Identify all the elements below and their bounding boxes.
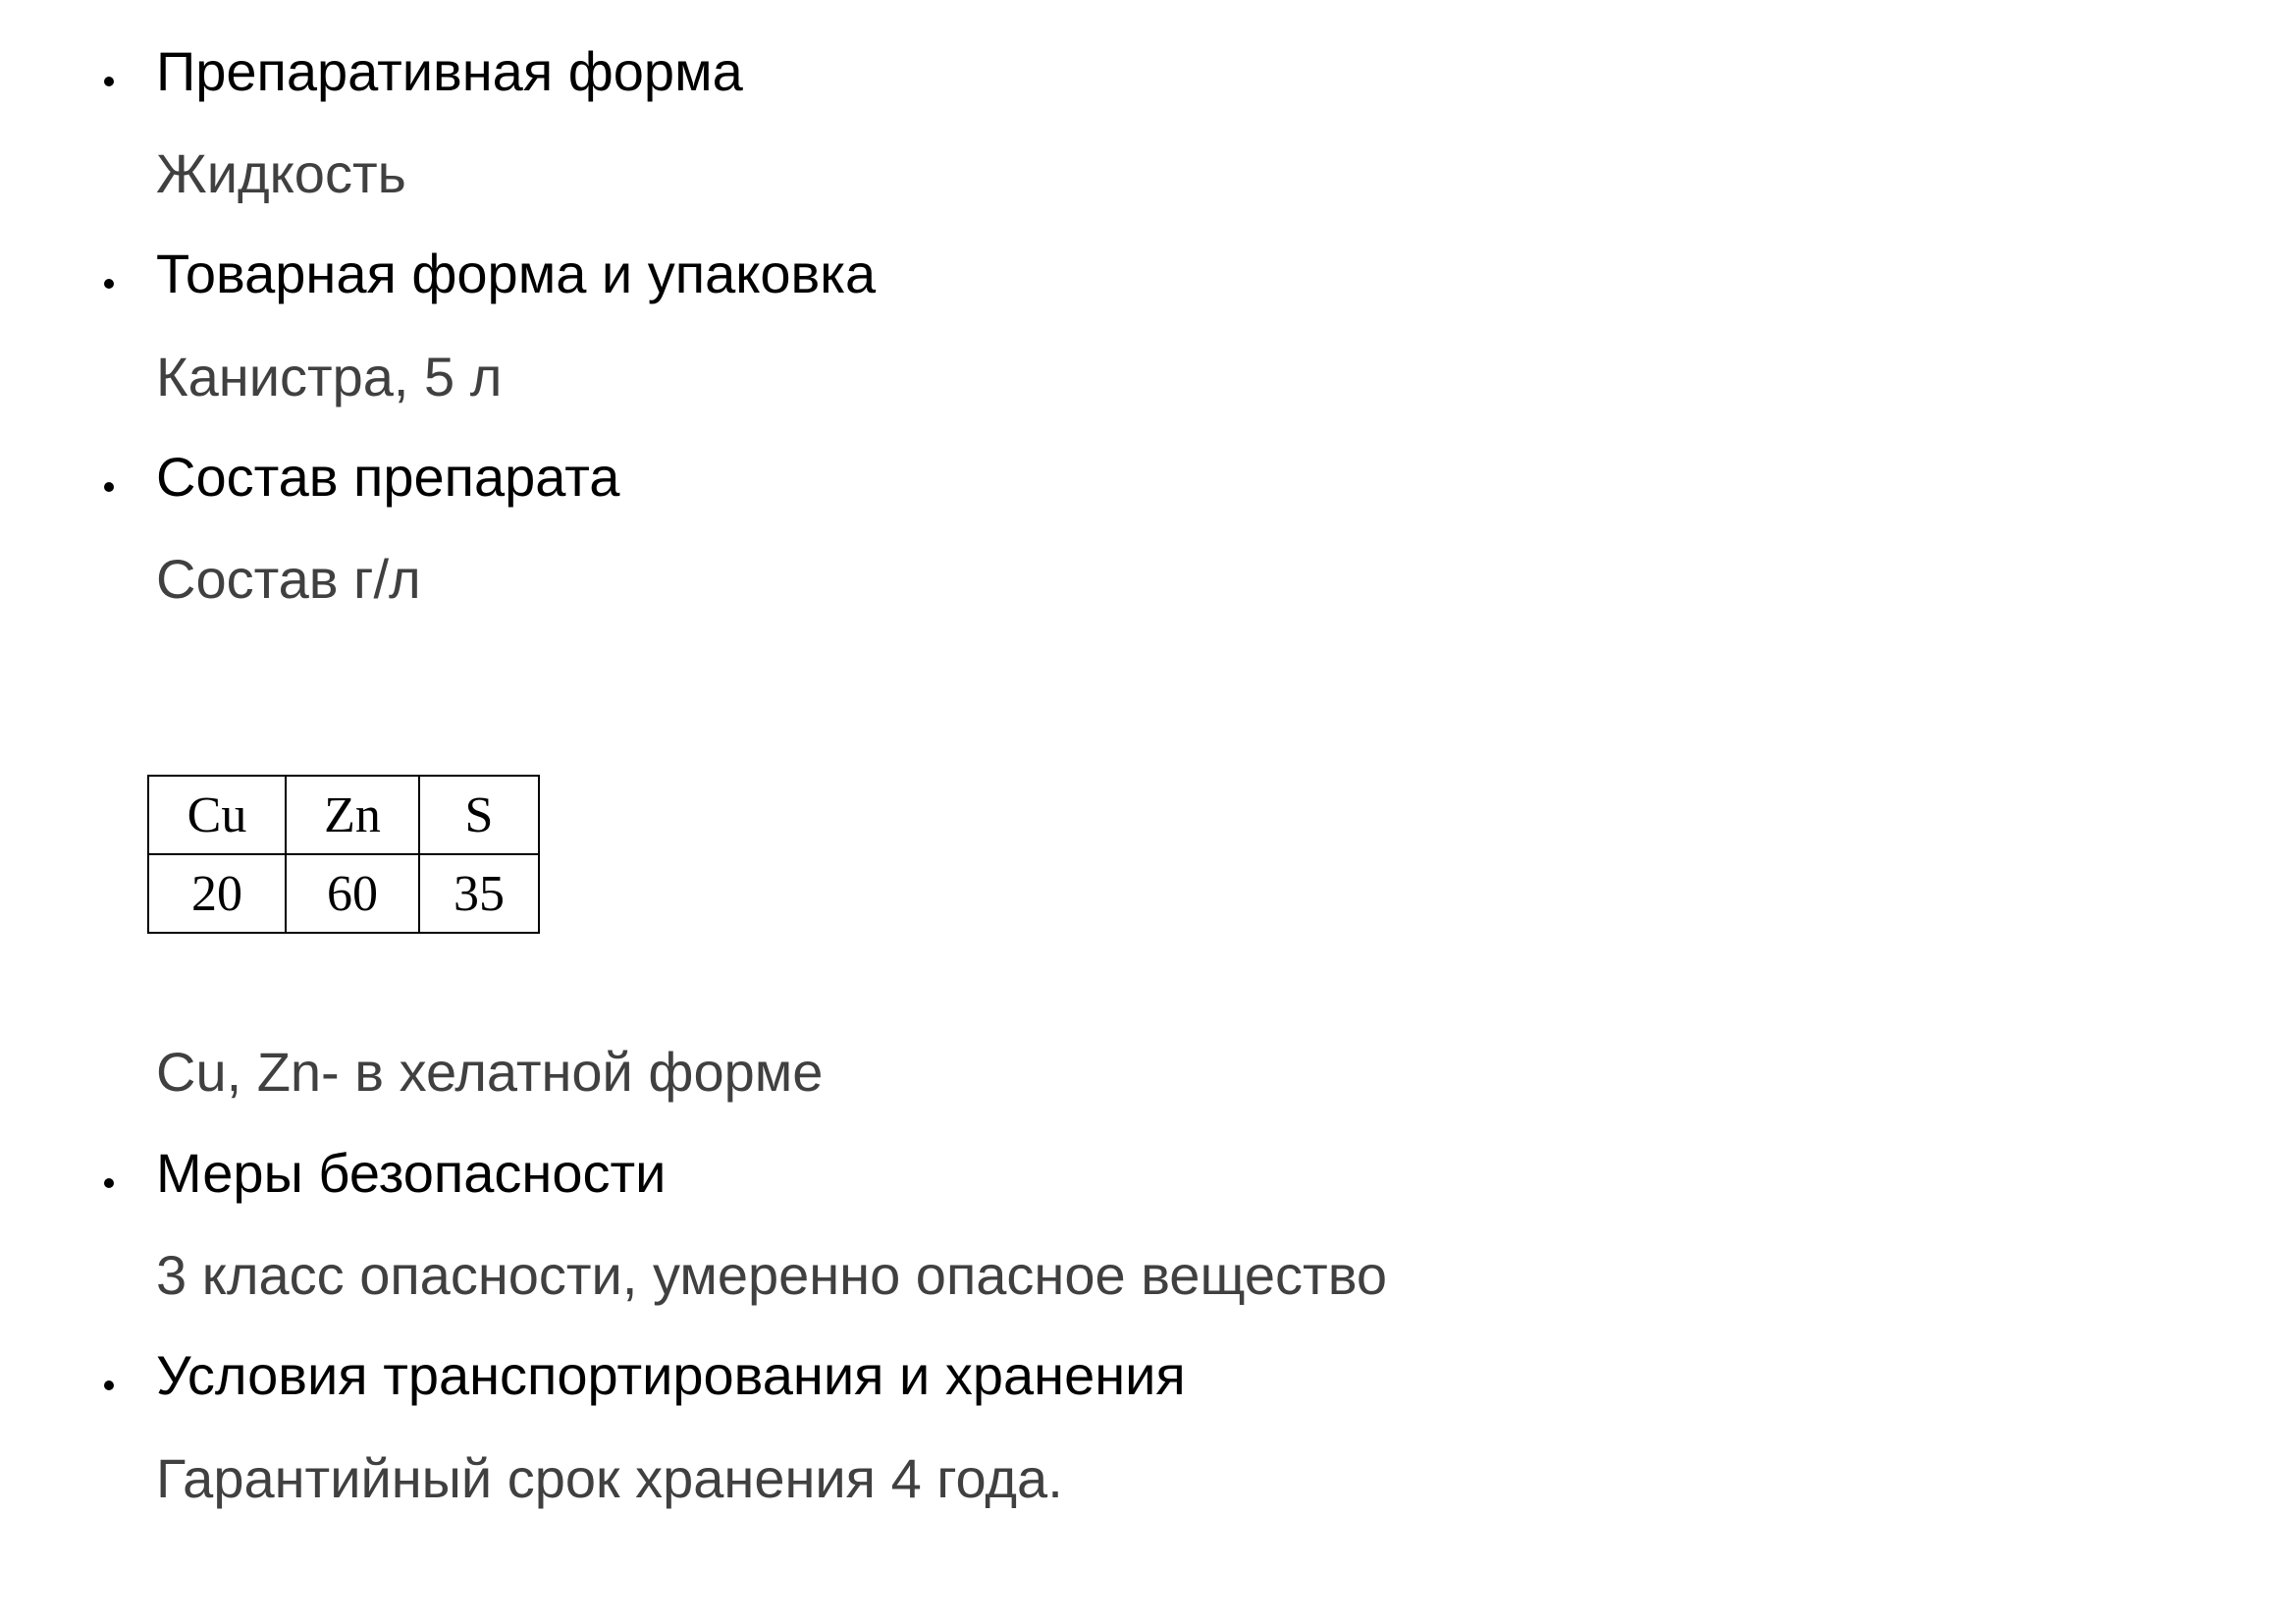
section-value-packaging: Канистра, 5 л — [156, 346, 503, 407]
table-cell-value: 60 — [286, 854, 419, 933]
bullet-marker — [104, 77, 114, 86]
section-value-composition: Состав г/л — [156, 548, 421, 610]
table-cell-header: S — [419, 776, 539, 854]
section-heading-packaging: Товарная форма и упаковка — [156, 243, 877, 304]
section-heading-composition: Состав препарата — [156, 446, 620, 508]
section-heading-storage: Условия транспортирования и хранения — [156, 1344, 1186, 1406]
bullet-marker — [104, 1178, 114, 1188]
composition-note: Cu, Zn- в хелатной форме — [156, 1041, 824, 1103]
section-heading-safety: Меры безопасности — [156, 1142, 667, 1204]
bullet-marker — [104, 482, 114, 492]
section-heading-formulation: Препаративная форма — [156, 40, 743, 102]
table-cell-value: 20 — [148, 854, 286, 933]
section-value-storage: Гарантийный срок хранения 4 года. — [156, 1447, 1063, 1509]
composition-table — [147, 775, 540, 934]
bullet-marker — [104, 279, 114, 289]
table-row — [148, 854, 539, 933]
table-header-row — [148, 776, 539, 854]
table-cell-header: Cu — [148, 776, 286, 854]
bullet-marker — [104, 1380, 114, 1390]
table-cell-header: Zn — [286, 776, 419, 854]
section-value-formulation: Жидкость — [156, 142, 406, 204]
table-cell-value: 35 — [419, 854, 539, 933]
section-value-safety: 3 класс опасности, умеренно опасное вещество — [156, 1244, 1387, 1306]
